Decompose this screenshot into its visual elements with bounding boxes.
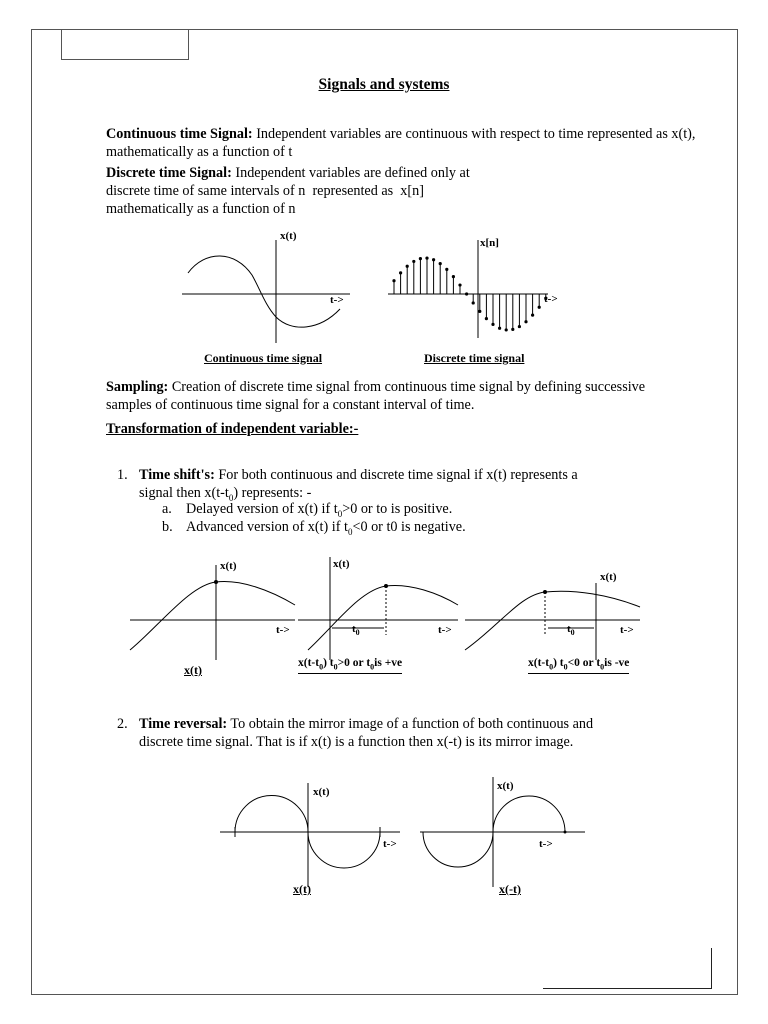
continuous-text: Independent variables are continuous with respect to time represented as x(t), mathematically as a function of t [106,126,696,160]
ts-line2-sub: 0 [228,492,234,503]
g3-cap-s2: 0 [563,662,568,672]
dt-sample-dot [465,292,468,295]
discrete-line1: Independent variables are defined only at [231,165,470,181]
a-pre: Delayed version of x(t) if t [186,501,338,517]
dt-sample-dot [425,256,428,259]
sampling-term: Sampling: [106,379,169,395]
b-pre: Advanced version of x(t) if t [186,519,348,535]
time-reversal-line1 [139,715,593,733]
time-shift-line1 [139,466,578,484]
dt-sample-dot [452,275,455,278]
r2-xlabel: t-> [539,838,553,850]
g1-xlabel: t-> [276,624,290,636]
g3-cap-d: is -ve [604,657,630,669]
dt-sample-dot [511,328,514,331]
page-title-text: Signals and systems [318,76,450,93]
g2-cap-d: is +ve [374,657,403,669]
g2-cap-b: ) t [323,657,334,669]
sampling-text: Creation of discrete time signal from continuous time signal by defining successive samples of continuous time signal for a constant interval of time. [106,379,646,413]
a-sub: 0 [337,508,343,519]
dt-sample-dot [406,265,409,268]
g2-t0-label: $t_0$ [352,623,360,637]
g2-xlabel: t-> [438,624,452,636]
ct-caption: Continuous time signal [204,351,323,365]
time-reversal-text1: To obtain the mirror image of a function of both continuous and [227,716,594,732]
dt-sample-dot [491,323,494,326]
dt-xlabel: t-> [544,293,558,305]
r2-ylabel: x(t) [497,780,514,792]
dt-sample-dot [392,279,395,282]
item-b-text [186,518,466,541]
dt-sample-dot [538,306,541,309]
g3-cap-c: <0 or t [567,657,601,669]
dt-sample-dot [485,317,488,320]
transformation-heading: Transformation of independent variable:- [106,421,359,437]
g3-t0-label: $t_0$ [567,623,575,637]
dt-sample-dot [524,320,527,323]
g2-caption [298,657,402,674]
discrete-line2: discrete time of same intervals of n represented as x[n] [106,183,424,199]
discrete-term: Discrete time Signal: [106,165,232,181]
time-shift-number: 1. [117,467,128,483]
r1-caption: x(t) [293,882,311,896]
ct-ylabel: x(t) [280,230,297,242]
g2-cap-a: x(t-t [298,657,320,669]
dt-sample-dot [531,314,534,317]
footer-corner-mark [543,948,712,989]
sampling-definition [106,378,666,414]
r2-end-dot [564,831,567,834]
time-reversal-term: Time reversal: [139,716,228,732]
g2-cap-s2: 0 [333,662,338,672]
dt-sample-dot [472,301,475,304]
g3-cap-a: x(t-t [528,657,550,669]
time-shift-text: For both continuous and discrete time signal if x(t) represents a [214,467,578,483]
g2-ylabel: x(t) [333,558,350,570]
ct-xlabel: t-> [330,294,344,306]
g1-curve [130,582,295,650]
item-b-marker: b. [162,519,173,535]
b-sub: 0 [347,526,353,537]
dt-sample-dot [478,310,481,313]
dt-sample-dot [432,258,435,261]
page-title [0,76,768,94]
g2-cap-c: >0 or t [337,657,371,669]
continuous-term: Continuous time Signal: [106,126,253,142]
discrete-line3: mathematically as a function of n [106,201,296,217]
discrete-signal-figure [380,230,580,340]
header-box [61,30,189,60]
g1-ylabel: x(t) [220,560,237,572]
ts-line2-post: ) represents: - [233,485,312,501]
g3-cap-s3: 0 [600,662,605,672]
g3-xlabel: t-> [620,624,634,636]
ct-sine-curve [188,256,340,327]
g2-cap-s3: 0 [370,662,375,672]
g3-caption [528,657,629,674]
g1-peak-dot [214,580,218,584]
g3-ylabel: x(t) [600,571,617,583]
g1-caption: x(t) [184,663,202,677]
g3-cap-s1: 0 [549,662,554,672]
dt-sample-dot [458,283,461,286]
discrete-definition [106,164,706,218]
r2-caption: x(-t) [499,882,521,896]
b-post: <0 or t0 is negative. [352,519,466,535]
r1-xlabel: t-> [383,838,397,850]
g2-cap-s1: 0 [319,662,324,672]
dt-sample-dot [419,257,422,260]
dt-sample-dot [505,328,508,331]
r1-ylabel: x(t) [313,786,330,798]
continuous-signal-figure [170,225,370,345]
dt-sample-dot [439,262,442,265]
dt-ylabel: x[n] [480,237,499,249]
a-post: >0 or to is positive. [342,501,453,517]
dt-sample-dot [498,327,501,330]
dt-caption: Discrete time signal [424,351,525,365]
dt-sample-dot [445,268,448,271]
continuous-definition [106,125,706,161]
dt-sample-dot [399,271,402,274]
time-reversal-figure [215,775,595,895]
g3-cap-b: ) t [553,657,564,669]
g3-curve [465,591,640,650]
time-reversal-line2: discrete time signal. That is if x(t) is a function then x(-t) is its mirror image. [139,734,574,750]
time-shift-term: Time shift's: [139,467,215,483]
time-reversal-number: 2. [117,716,128,732]
dt-sample-dot [412,260,415,263]
item-a-marker: a. [162,501,172,517]
ts-line2-pre: signal then x(t-t [139,485,229,501]
dt-sample-dot [518,325,521,328]
